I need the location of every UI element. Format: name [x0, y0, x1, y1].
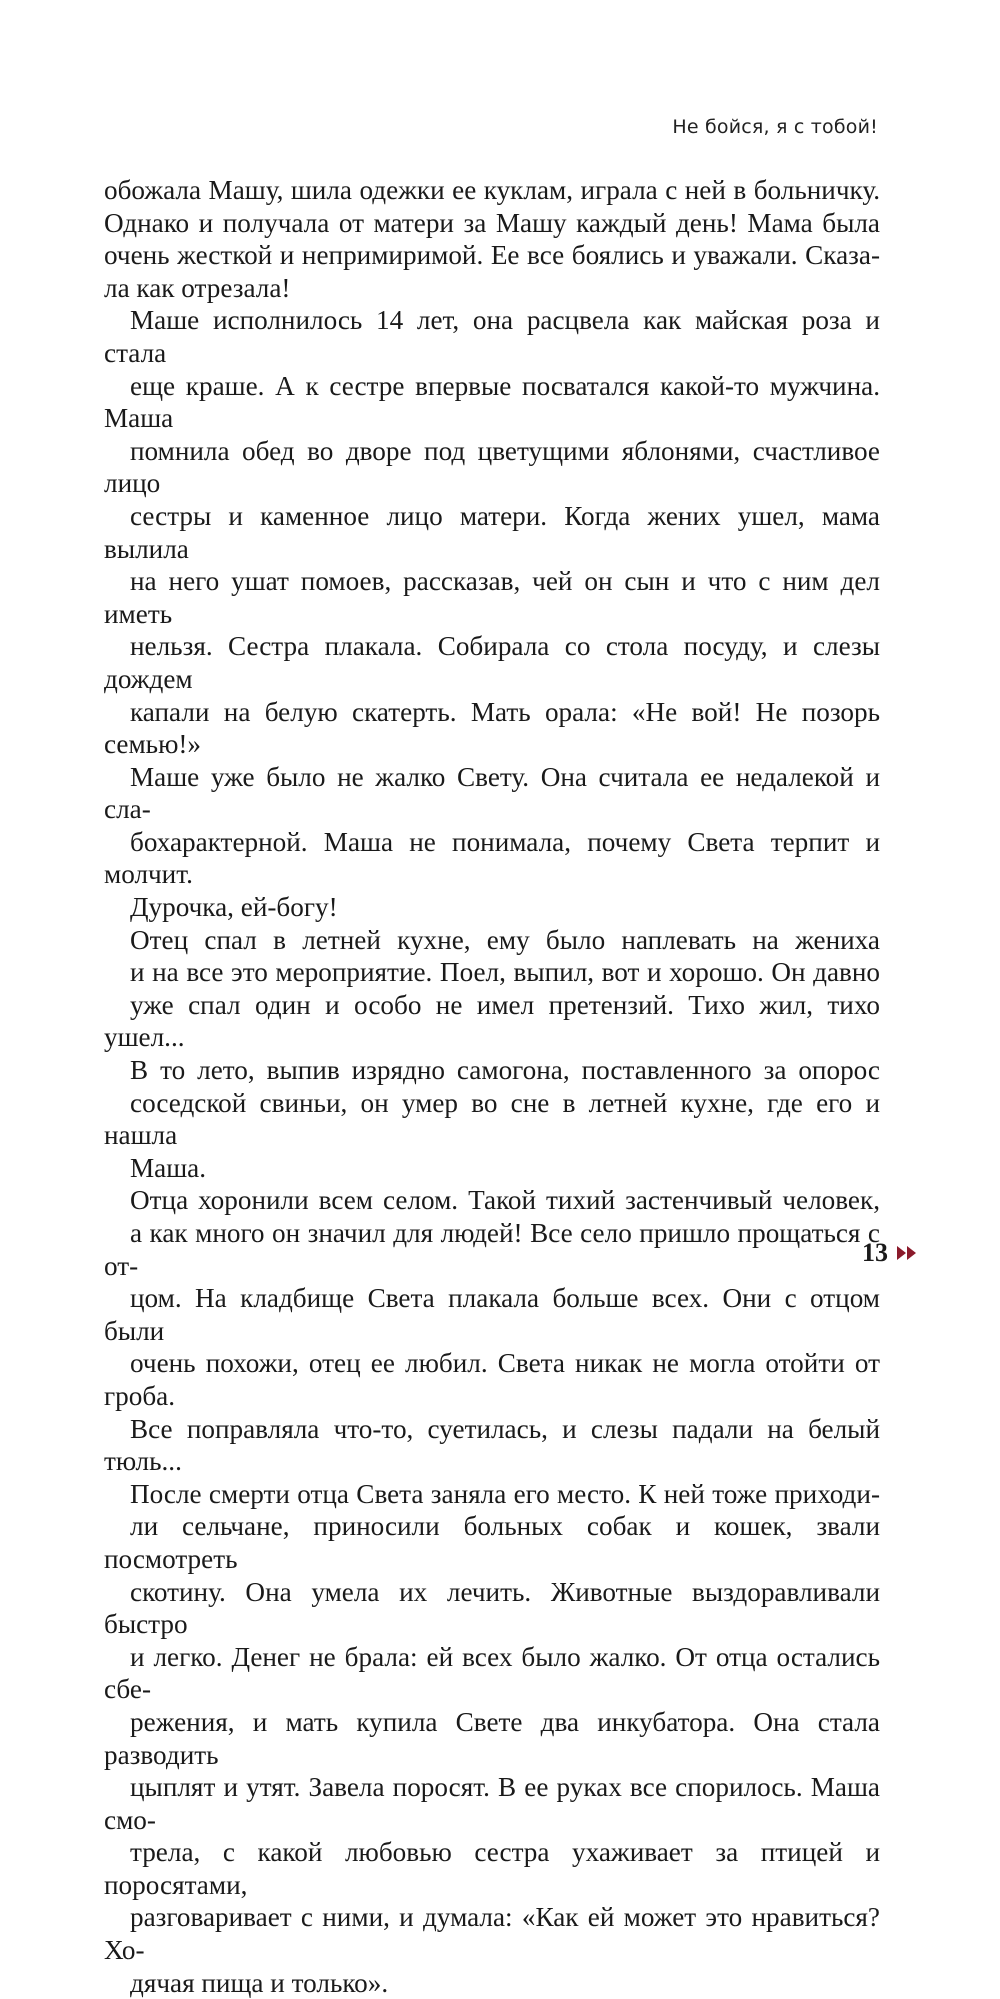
text-line: очень жесткой и непримиримой. Ее все боялись и уважали. Сказа- [104, 240, 880, 271]
text-line: Маша. [130, 1152, 207, 1183]
text-line: обожала Машу, шила одежки ее куклам, играла с ней в больничку. [104, 175, 880, 205]
paragraph-1 [104, 174, 880, 304]
text-line: бохарактерной. Маша не понимала, почему Света терпит и молчит. [104, 826, 880, 890]
text-line: Дурочка, ей-богу! [130, 892, 338, 923]
text-line: нельзя. Сестра плакала. Собирала со стола посуду, и слезы дождем [104, 631, 880, 694]
text-line: Все поправляла что-то, суетилась, и слезы падали на белый тюль... [104, 1413, 880, 1477]
text-line: Маше уже было не жалко Свету. Она считала ее недалекой и сла- [104, 761, 880, 825]
text-line: капали на белую скатерть. Мать орала: «Не вой! Не позорь семью!» [104, 696, 880, 760]
paragraph-5 [104, 1054, 880, 1184]
text-line: Маше исполнилось 14 лет, она расцвела как майская роза и стала [104, 305, 880, 368]
text-line: цом. На кладбище Света плакала больше всех. Они с отцом были [104, 1283, 880, 1346]
text-line: дячая пища и только». [130, 1967, 389, 1998]
paragraph-2 [104, 304, 880, 760]
text-line: еще краше. А к сестре впервые посватался какой-то мужчина. Маша [104, 370, 880, 434]
chevron-shape [907, 1246, 916, 1260]
text-line: сестры и каменное лицо матери. Когда жених ушел, мама вылила [104, 500, 880, 564]
text-line: скотину. Она умела их лечить. Животные выздоравливали быстро [104, 1576, 880, 1640]
text-line: ли сельчане, приносили больных собак и кошек, звали посмотреть [104, 1511, 880, 1574]
text-line: уже спал один и особо не имел претензий. Тихо жил, тихо ушел... [104, 989, 880, 1053]
paragraph-7 [104, 1478, 880, 1999]
running-head: Не бойся, я с тобой! [672, 116, 878, 138]
text-line: Отца хоронили всем селом. Такой тихий застенчивый человек, [130, 1185, 880, 1216]
text-line: ла как отрезала! [104, 272, 291, 303]
body-text [104, 174, 880, 1999]
text-line: и на все это мероприятие. Поел, выпил, вот и хорошо. Он давно [130, 957, 880, 988]
text-line: режения, и мать купила Свете два инкубатора. Она стала разводить [104, 1706, 880, 1770]
page-number: 13 [862, 1238, 888, 1267]
text-line: а как много он значил для людей! Все село пришло прощаться с от- [104, 1218, 880, 1281]
text-line: трела, с какой любовью сестра ухаживает за птицей и поросятами, [104, 1837, 880, 1900]
paragraph-4 [104, 924, 880, 1054]
text-line: После смерти отца Света заняла его место. К ней тоже приходи- [130, 1478, 880, 1509]
text-line: на него ушат помоев, рассказав, чей он сын и что с ним дел иметь [104, 566, 880, 629]
text-line: цыплят и утят. Завела поросят. В ее руках все спорилось. Маша смо- [104, 1772, 880, 1835]
chevron-shape [897, 1246, 906, 1260]
text-line: Отец спал в летней кухне, ему было наплевать на жениха [130, 924, 880, 955]
double-chevron-right-icon [896, 1245, 918, 1261]
text-line: разговаривает с ними, и думала: «Как ей может это нравиться? Хо- [104, 1902, 880, 1966]
text-line: соседской свиньи, он умер во сне в летней кухне, где его и нашла [104, 1087, 880, 1151]
text-line: В то лето, выпив изрядно самогона, поставленного за опорос [130, 1055, 880, 1086]
text-line: Однако и получала от матери за Машу каждый день! Мама была [104, 207, 880, 238]
page-footer [862, 1238, 918, 1268]
paragraph-3 [104, 761, 880, 924]
text-line: очень похожи, отец ее любил. Света никак не могла отойти от гроба. [104, 1348, 880, 1411]
paragraph-6 [104, 1184, 880, 1477]
text-line: помнила обед во дворе под цветущими яблонями, счастливое лицо [104, 435, 880, 499]
text-line: и легко. Денег не брала: ей всех было жалко. От отца остались сбе- [104, 1641, 880, 1705]
